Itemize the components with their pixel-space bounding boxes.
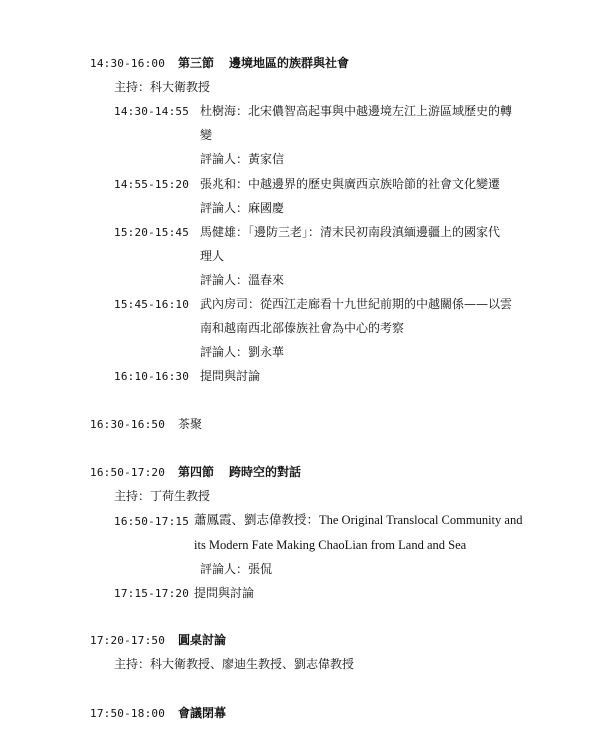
session-time: 14:30-16:00 <box>90 57 166 70</box>
session-label: 第三節 <box>178 56 215 70</box>
talk-time: 15:45-16:10 <box>114 298 190 311</box>
qa-label: 提問與討論 <box>194 586 255 600</box>
qa-label: 提問與討論 <box>200 369 261 383</box>
session-chair: 主持：科大衛教授 <box>114 80 211 94</box>
session-title: 邊境地區的族群與社會 <box>229 56 350 70</box>
talk-discussant: 評論人：黃家信 <box>200 152 285 166</box>
talk-time: 15:20-15:45 <box>114 226 190 239</box>
break-time: 16:30-16:50 <box>90 418 166 431</box>
closing-title: 會議閉幕 <box>178 706 227 720</box>
roundtable-chair: 主持：科大衛教授、廖迪生教授、劉志偉教授 <box>114 657 355 671</box>
talk-title: 張兆和：中越邊界的歷史與廣西京族哈節的社會文化變遷 <box>200 177 501 191</box>
talk-title: 武內房司：從西江走廊看十九世紀前期的中越關係——以雲 <box>200 297 513 311</box>
qa-time: 17:15-17:20 <box>114 587 190 600</box>
talk-discussant: 評論人：溫春來 <box>200 273 285 287</box>
session-chair: 主持：丁荷生教授 <box>114 489 211 503</box>
talk-discussant: 評論人：張侃 <box>200 562 273 576</box>
talk-title: 馬健雄：「邊防三老」：清末民初南段滇緬邊疆上的國家代 <box>200 225 501 239</box>
talk-title-cont: its Modern Fate Making ChaoLian from Land and Sea <box>194 538 467 552</box>
talk-title: 杜樹海：北宋儂智高起事與中越邊境左江上游區域歷史的轉 <box>200 104 513 118</box>
break-label: 茶聚 <box>178 417 203 431</box>
talk-discussant: 評論人：麻國慶 <box>200 201 285 215</box>
talk-time: 14:55-15:20 <box>114 178 190 191</box>
qa-time: 16:10-16:30 <box>114 370 190 383</box>
session-title: 跨時空的對話 <box>229 465 302 479</box>
talk-time: 16:50-17:15 <box>114 515 190 528</box>
talk-time: 14:30-14:55 <box>114 105 190 118</box>
talk-title: 蕭鳳霞、劉志偉教授：The Original Translocal Community and <box>194 513 523 527</box>
talk-discussant: 評論人：劉永華 <box>200 345 285 359</box>
talk-title-cont: 變 <box>200 128 213 142</box>
closing-time: 17:50-18:00 <box>90 707 166 720</box>
roundtable-time: 17:20-17:50 <box>90 634 166 647</box>
roundtable-title: 圓桌討論 <box>178 633 227 647</box>
talk-title-cont: 理人 <box>200 249 225 263</box>
session-label: 第四節 <box>178 465 215 479</box>
talk-title-cont: 南和越南西北部傣族社會為中心的考察 <box>200 321 405 335</box>
session-time: 16:50-17:20 <box>90 466 166 479</box>
